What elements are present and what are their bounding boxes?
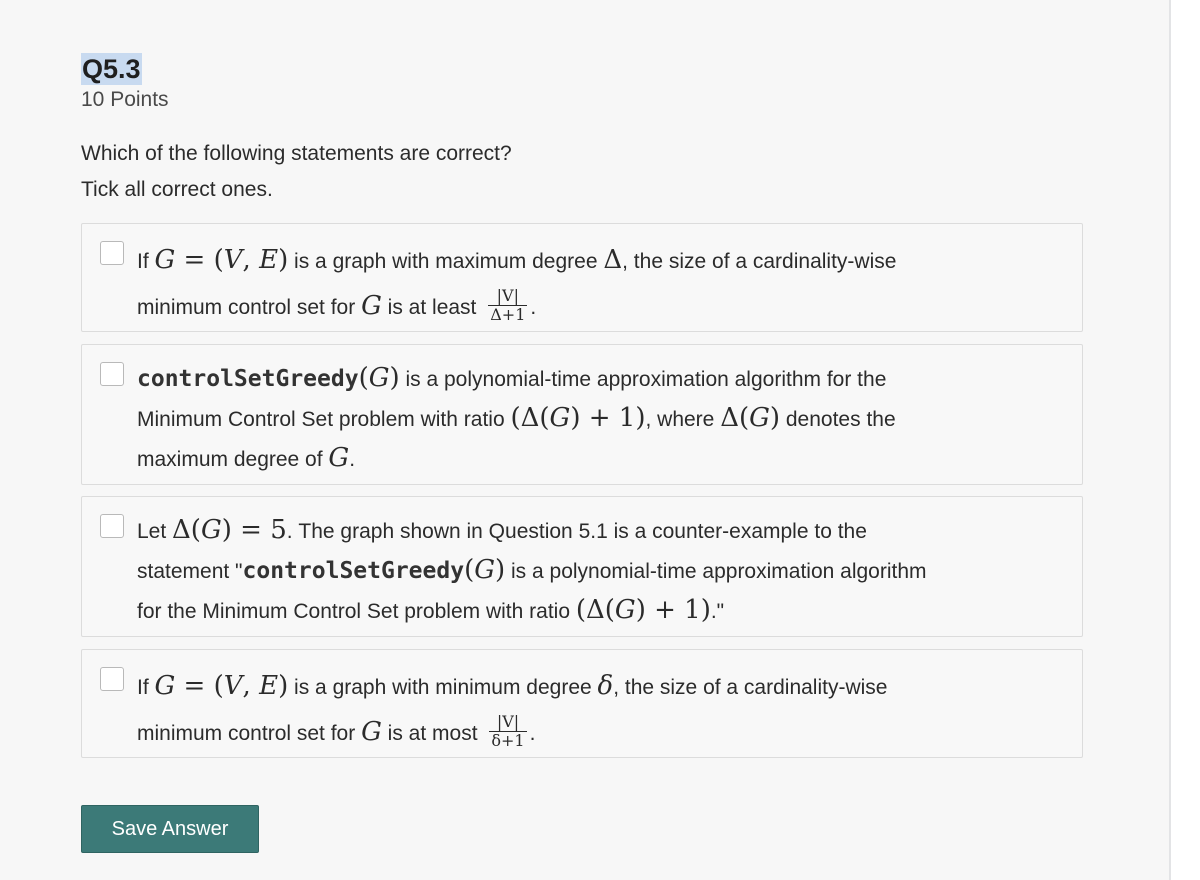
text-segment: minimum control set for: [137, 722, 362, 745]
math-expression: (Δ(G) + 1): [510, 403, 646, 433]
option-4-text: [137, 664, 1042, 756]
right-gutter: [1171, 0, 1200, 880]
answer-option-3[interactable]: [81, 496, 1083, 637]
text-segment: If: [137, 676, 155, 699]
math-expression: δ: [597, 671, 614, 701]
option-3-line-2: [137, 551, 1042, 591]
text-segment: is a polynomial-time approximation algorithm for the: [399, 368, 887, 391]
text-segment: is a graph with maximum degree: [288, 250, 604, 273]
math-expression: (G): [358, 363, 400, 393]
text-segment: . The graph shown in Question 5.1 is a counter-example to the: [286, 520, 867, 543]
math-expression: Δ(G) = 5: [172, 515, 287, 545]
math-expression: G: [328, 443, 350, 473]
text-segment: .: [529, 722, 536, 745]
fraction-denominator: Δ+1: [490, 304, 526, 324]
answer-option-4[interactable]: [81, 649, 1083, 758]
fraction: [489, 713, 526, 750]
option-3-checkbox[interactable]: [100, 514, 124, 538]
math-expression: (G): [464, 555, 506, 585]
math-expression: G = (V, E): [154, 671, 289, 701]
fraction: [488, 287, 527, 324]
option-4-checkbox[interactable]: [100, 667, 124, 691]
option-1-text: [137, 238, 1042, 330]
text-segment: , where: [645, 408, 721, 431]
option-2-line-3: [137, 439, 1042, 479]
answer-option-1[interactable]: [81, 223, 1083, 332]
math-expression: Δ: [603, 245, 623, 275]
question-title: Q5.3: [82, 54, 141, 84]
code-identifier: controlSetGreedy: [242, 558, 465, 584]
math-expression: Δ(G): [720, 403, 781, 433]
text-segment: maximum degree of: [137, 448, 329, 471]
answer-option-2[interactable]: [81, 344, 1083, 485]
text-segment: minimum control set for: [137, 296, 362, 319]
question-points: 10 Points: [81, 88, 169, 111]
option-3-line-1: [137, 511, 1042, 551]
math-expression: (Δ(G) + 1): [575, 595, 711, 625]
option-4-line-2: [137, 710, 1042, 756]
text-segment: .: [530, 296, 537, 319]
option-1-line-1: [137, 238, 1042, 284]
option-4-line-1: [137, 664, 1042, 710]
text-segment: , the size of a cardinality-wise: [622, 250, 897, 273]
code-identifier: controlSetGreedy: [137, 366, 359, 392]
math-expression: G = (V, E): [154, 245, 289, 275]
text-segment: is at most: [381, 722, 484, 745]
option-2-line-2: [137, 399, 1042, 439]
question-instruction: Tick all correct ones.: [81, 178, 273, 201]
option-1-checkbox[interactable]: [100, 241, 124, 265]
text-segment: Minimum Control Set problem with ratio: [137, 408, 511, 431]
text-segment: .": [710, 600, 725, 623]
text-segment: is a polynomial-time approximation algorithm: [505, 560, 927, 583]
option-2-text: [137, 359, 1042, 479]
option-2-line-1: [137, 359, 1042, 399]
save-answer-button[interactable]: Save Answer: [81, 805, 259, 853]
text-segment: is at least: [381, 296, 483, 319]
math-expression: G: [361, 291, 382, 321]
text-segment: Let: [137, 520, 173, 543]
option-2-checkbox[interactable]: [100, 362, 124, 386]
fraction-denominator: δ+1: [491, 730, 525, 750]
fraction-numerator: |V|: [489, 713, 526, 732]
text-segment: is a graph with minimum degree: [288, 676, 598, 699]
text-segment: for the Minimum Control Set problem with ratio: [137, 600, 576, 623]
option-3-text: [137, 511, 1042, 631]
math-expression: G: [361, 717, 382, 747]
text-segment: denotes the: [780, 408, 896, 431]
option-1-line-2: [137, 284, 1042, 330]
question-prompt: Which of the following statements are correct?: [81, 142, 512, 165]
option-3-line-3: [137, 591, 1042, 631]
text-segment: If: [137, 250, 155, 273]
text-segment: .: [349, 448, 356, 471]
text-segment: , the size of a cardinality-wise: [613, 676, 888, 699]
fraction-numerator: |V|: [488, 287, 527, 306]
text-segment: statement ": [137, 560, 243, 583]
